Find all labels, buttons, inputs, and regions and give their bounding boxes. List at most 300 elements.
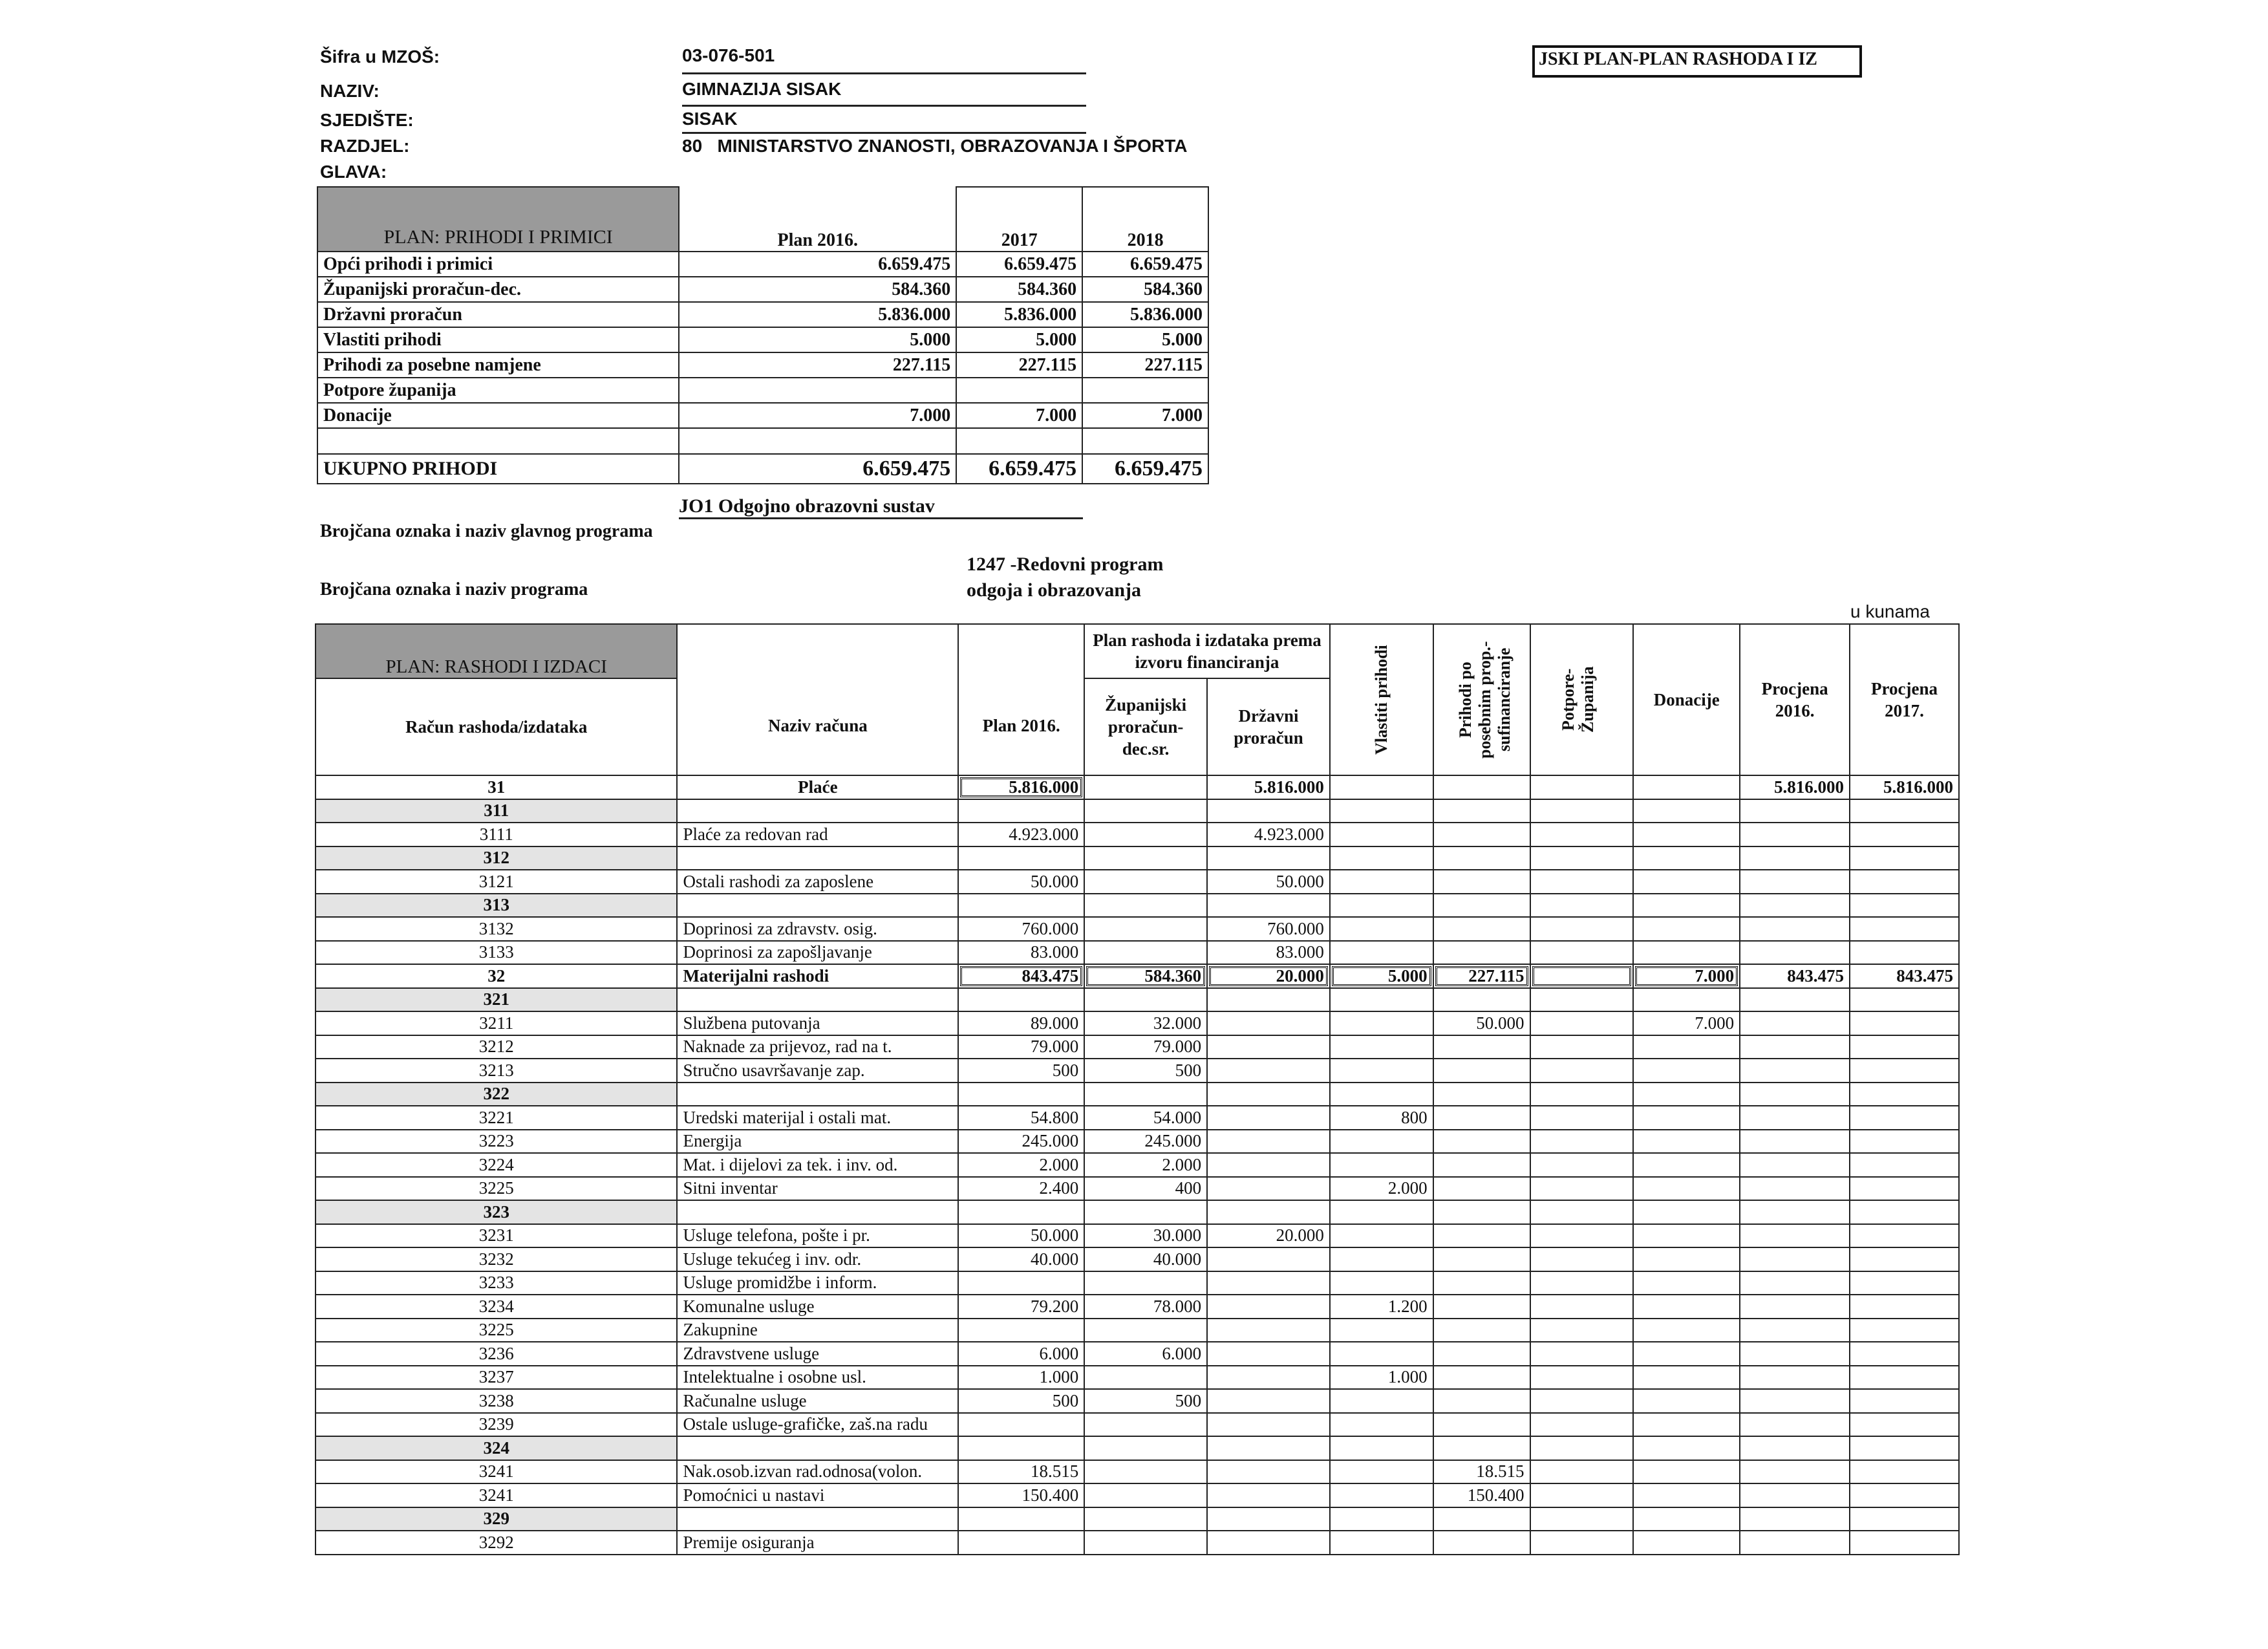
- drzavni-cell: [1207, 1059, 1330, 1083]
- zupanijski-cell: [1084, 846, 1207, 870]
- plan-cell: [958, 988, 1084, 1012]
- racun-cell: 3221: [316, 1106, 677, 1130]
- zupanijski-cell: [1084, 1083, 1207, 1106]
- rashodi-row: [316, 1224, 1959, 1248]
- naziv-cell: [677, 799, 958, 823]
- vlastiti-cell: [1330, 823, 1433, 846]
- rashodi-row: [316, 1389, 1959, 1413]
- naziv-cell: Ostale usluge-grafičke, zaš.na radu: [677, 1413, 958, 1437]
- donacije-cell: [1633, 1342, 1740, 1366]
- racun-cell: 3233: [316, 1271, 677, 1295]
- potpore-cell: [1530, 1083, 1634, 1106]
- plan-cell: 843.475: [958, 964, 1084, 988]
- donacije-cell: [1633, 1224, 1740, 1248]
- procjena2016-cell: [1740, 1483, 1850, 1507]
- rashodi-row: [316, 1366, 1959, 1390]
- potpore-cell: [1530, 775, 1634, 799]
- procjena2017-cell: [1850, 894, 1959, 918]
- naziv-cell: Premije osiguranja: [677, 1531, 958, 1555]
- naziv-cell: Plaće: [677, 775, 958, 799]
- naziv-cell: Naknade za prijevoz, rad na t.: [677, 1035, 958, 1059]
- glavni-program-label: Brojčana oznaka i naziv glavnog programa: [320, 521, 653, 541]
- vlastiti-cell: 1.200: [1330, 1295, 1433, 1319]
- procjena2017-cell: [1850, 1436, 1959, 1460]
- donacije-cell: [1633, 1130, 1740, 1154]
- donacije-cell: [1633, 799, 1740, 823]
- prihodi-row-value: 6.659.475: [956, 252, 1082, 277]
- drzavni-cell: [1207, 1153, 1330, 1177]
- vlastiti-cell: [1330, 775, 1433, 799]
- plan-cell: 2.400: [958, 1177, 1084, 1201]
- racun-cell: 3133: [316, 941, 677, 965]
- naziv-cell: Sitni inventar: [677, 1177, 958, 1201]
- sjediste-value: SISAK: [682, 109, 1086, 134]
- prihodi-total-value: 6.659.475: [956, 454, 1082, 484]
- zupanijski-cell: 400: [1084, 1177, 1207, 1201]
- prihodi-row: [317, 378, 1208, 403]
- prihodi-row-value: 7.000: [1082, 403, 1208, 428]
- potpore-cell: [1530, 1130, 1634, 1154]
- plan-cell: 50.000: [958, 870, 1084, 894]
- potpore-cell: [1530, 1200, 1634, 1224]
- vlastiti-cell: 2.000: [1330, 1177, 1433, 1201]
- racun-cell: 313: [316, 894, 677, 918]
- procjena2017-cell: [1850, 1342, 1959, 1366]
- rashodi-row: [316, 1507, 1959, 1531]
- plan-cell: [958, 1413, 1084, 1437]
- procjena2017-cell: [1850, 1224, 1959, 1248]
- drzavni-cell: 20.000: [1207, 964, 1330, 988]
- posebni-cell: [1433, 1200, 1530, 1224]
- naziv-cell: Nak.osob.izvan rad.odnosa(volon.: [677, 1460, 958, 1484]
- procjena2017-cell: [1850, 1413, 1959, 1437]
- zupanijski-cell: [1084, 941, 1207, 965]
- vlastiti-cell: [1330, 988, 1433, 1012]
- potpore-cell: [1530, 964, 1634, 988]
- unit-label: u kunama: [1850, 601, 1930, 621]
- prihodi-row-value: 584.360: [1082, 277, 1208, 302]
- plan-cell: 5.816.000: [958, 775, 1084, 799]
- donacije-cell: 7.000: [1633, 1011, 1740, 1035]
- razdjel-label: RAZDJEL:: [320, 136, 410, 156]
- drzavni-cell: [1207, 988, 1330, 1012]
- potpore-cell: [1530, 1224, 1634, 1248]
- prihodi-total-value: 6.659.475: [679, 454, 956, 484]
- procjena2017-cell: 843.475: [1850, 964, 1959, 988]
- donacije-cell: [1633, 1153, 1740, 1177]
- vlastiti-cell: [1330, 1247, 1433, 1271]
- vlastiti-cell: [1330, 1011, 1433, 1035]
- procjena2016-cell: [1740, 1413, 1850, 1437]
- zupanijski-cell: 54.000: [1084, 1106, 1207, 1130]
- naziv-cell: Energija: [677, 1130, 958, 1154]
- drzavni-cell: [1207, 1342, 1330, 1366]
- prihodi-total-label: UKUPNO PRIHODI: [317, 454, 679, 484]
- procjena2016-cell: [1740, 1295, 1850, 1319]
- potpore-cell: [1530, 1011, 1634, 1035]
- plan-cell: 89.000: [958, 1011, 1084, 1035]
- plan-cell: [958, 1436, 1084, 1460]
- donacije-cell: [1633, 1413, 1740, 1437]
- plan-cell: [958, 1507, 1084, 1531]
- procjena2016-cell: [1740, 1177, 1850, 1201]
- zupanijski-cell: 245.000: [1084, 1130, 1207, 1154]
- vlastiti-cell: 5.000: [1330, 964, 1433, 988]
- plan-cell: [958, 1271, 1084, 1295]
- posebni-cell: [1433, 1507, 1530, 1531]
- drzavni-cell: [1207, 1366, 1330, 1390]
- rashodi-row: [316, 1083, 1959, 1106]
- racun-cell: 3224: [316, 1153, 677, 1177]
- donacije-cell: [1633, 1035, 1740, 1059]
- procjena2017-cell: 5.816.000: [1850, 775, 1959, 799]
- plan-cell: [958, 894, 1084, 918]
- potpore-cell: [1530, 1460, 1634, 1484]
- zupanijski-cell: 30.000: [1084, 1224, 1207, 1248]
- zupanijski-cell: [1084, 1507, 1207, 1531]
- rashodi-row: [316, 1130, 1959, 1154]
- posebni-cell: [1433, 1153, 1530, 1177]
- procjena2016-cell: [1740, 1247, 1850, 1271]
- donacije-cell: [1633, 1177, 1740, 1201]
- drzavni-cell: [1207, 1319, 1330, 1342]
- donacije-cell: [1633, 1483, 1740, 1507]
- rashodi-row: [316, 894, 1959, 918]
- posebni-cell: [1433, 1130, 1530, 1154]
- procjena2016-cell: [1740, 1224, 1850, 1248]
- procjena2017-cell: [1850, 1366, 1959, 1390]
- naziv-cell: [677, 1200, 958, 1224]
- potpore-cell: [1530, 1271, 1634, 1295]
- procjena2016-cell: [1740, 1389, 1850, 1413]
- sifra-value: 03-076-501: [682, 45, 1086, 74]
- donacije-cell: [1633, 1319, 1740, 1342]
- drzavni-cell: [1207, 1106, 1330, 1130]
- posebni-cell: [1433, 1059, 1530, 1083]
- naziv-cell: Ostali rashodi za zaposlene: [677, 870, 958, 894]
- prihodi-row: [317, 277, 1208, 302]
- procjena2017-cell: [1850, 941, 1959, 965]
- prihodi-row-label: Vlastiti prihodi: [317, 327, 679, 352]
- prihodi-row-label: Potpore županija: [317, 378, 679, 403]
- rashodi-row: [316, 1200, 1959, 1224]
- racun-cell: 311: [316, 799, 677, 823]
- plan-cell: 760.000: [958, 917, 1084, 941]
- racun-cell: 3111: [316, 823, 677, 846]
- racun-cell: 3238: [316, 1389, 677, 1413]
- naziv-cell: Službena putovanja: [677, 1011, 958, 1035]
- donacije-cell: [1633, 1295, 1740, 1319]
- sjediste-label: SJEDIŠTE:: [320, 110, 414, 130]
- prihodi-col-plan: Plan 2016.: [679, 187, 956, 252]
- racun-cell: 3236: [316, 1342, 677, 1366]
- drzavni-cell: [1207, 846, 1330, 870]
- racun-cell: 32: [316, 964, 677, 988]
- potpore-cell: [1530, 1531, 1634, 1555]
- program-value-line2: odgoja i obrazovanja: [967, 579, 1141, 601]
- prihodi-row-value: 5.000: [1082, 327, 1208, 352]
- drzavni-cell: [1207, 1130, 1330, 1154]
- potpore-cell: [1530, 1507, 1634, 1531]
- prihodi-row-label: Donacije: [317, 403, 679, 428]
- racun-cell: 3241: [316, 1460, 677, 1484]
- prihodi-col-2017: 2017: [956, 187, 1082, 252]
- prihodi-col-2018: 2018: [1082, 187, 1208, 252]
- prihodi-row-value: [679, 378, 956, 403]
- plan-cell: 245.000: [958, 1130, 1084, 1154]
- donacije-cell: [1633, 1247, 1740, 1271]
- donacije-cell: [1633, 1059, 1740, 1083]
- posebni-cell: [1433, 1436, 1530, 1460]
- racun-cell: 3225: [316, 1177, 677, 1201]
- glavni-program-value: JO1 Odgojno obrazovni sustav: [679, 495, 1083, 519]
- vlastiti-cell: [1330, 1224, 1433, 1248]
- drzavni-cell: [1207, 1011, 1330, 1035]
- vlastiti-cell: [1330, 941, 1433, 965]
- drzavni-cell: [1207, 894, 1330, 918]
- donacije-cell: [1633, 941, 1740, 965]
- rashodi-row: [316, 1531, 1959, 1555]
- procjena2017-cell: [1850, 1106, 1959, 1130]
- naziv-cell: [677, 1436, 958, 1460]
- prihodi-title: PLAN: PRIHODI I PRIMICI: [317, 187, 679, 252]
- procjena2016-cell: [1740, 1319, 1850, 1342]
- potpore-cell: [1530, 1389, 1634, 1413]
- potpore-cell: [1530, 1413, 1634, 1437]
- posebni-cell: 150.400: [1433, 1483, 1530, 1507]
- racun-cell: 324: [316, 1436, 677, 1460]
- vlastiti-cell: [1330, 1200, 1433, 1224]
- potpore-cell: [1530, 1342, 1634, 1366]
- vlastiti-cell: [1330, 1483, 1433, 1507]
- procjena2017-cell: [1850, 1153, 1959, 1177]
- vlastiti-cell: [1330, 894, 1433, 918]
- procjena2016-cell: [1740, 1035, 1850, 1059]
- procjena2017-cell: [1850, 1531, 1959, 1555]
- racun-cell: 3231: [316, 1224, 677, 1248]
- naziv-cell: [677, 988, 958, 1012]
- naziv-cell: Uredski materijal i ostali mat.: [677, 1106, 958, 1130]
- vlastiti-cell: [1330, 1436, 1433, 1460]
- procjena2017-cell: [1850, 1507, 1959, 1531]
- zupanijski-cell: 79.000: [1084, 1035, 1207, 1059]
- rashodi-title: PLAN: RASHODI I IZDACI: [316, 624, 677, 678]
- potpore-cell: [1530, 1247, 1634, 1271]
- posebni-cell: [1433, 823, 1530, 846]
- posebni-cell: [1433, 1531, 1530, 1555]
- zupanijski-cell: [1084, 894, 1207, 918]
- donacije-cell: [1633, 894, 1740, 918]
- potpore-cell: [1530, 894, 1634, 918]
- prihodi-row-value: 5.000: [679, 327, 956, 352]
- prihodi-table: [317, 186, 1209, 484]
- rashodi-col-posebni: Prihodi po posebnim prop.-sufinanciranje: [1455, 641, 1514, 759]
- rashodi-row: [316, 870, 1959, 894]
- potpore-cell: [1530, 1319, 1634, 1342]
- racun-cell: 323: [316, 1200, 677, 1224]
- procjena2016-cell: [1740, 1200, 1850, 1224]
- glava-label: GLAVA:: [320, 162, 387, 182]
- naziv-cell: [677, 1507, 958, 1531]
- rashodi-col-proc2016: Procjena 2016.: [1740, 624, 1850, 775]
- prihodi-row-value: [1082, 378, 1208, 403]
- rashodi-row: [316, 1460, 1959, 1484]
- procjena2016-cell: [1740, 988, 1850, 1012]
- racun-cell: 322: [316, 1083, 677, 1106]
- rashodi-row: [316, 775, 1959, 799]
- rashodi-row: [316, 917, 1959, 941]
- potpore-cell: [1530, 1483, 1634, 1507]
- plan-cell: 79.000: [958, 1035, 1084, 1059]
- drzavni-cell: [1207, 1483, 1330, 1507]
- naziv-cell: Pomoćnici u nastavi: [677, 1483, 958, 1507]
- procjena2016-cell: 5.816.000: [1740, 775, 1850, 799]
- drzavni-cell: 760.000: [1207, 917, 1330, 941]
- donacije-cell: [1633, 1083, 1740, 1106]
- naziv-cell: Usluge telefona, pošte i pr.: [677, 1224, 958, 1248]
- procjena2016-cell: [1740, 1059, 1850, 1083]
- rashodi-row: [316, 941, 1959, 965]
- rashodi-col-donacije: Donacije: [1633, 624, 1740, 775]
- procjena2016-cell: [1740, 1366, 1850, 1390]
- drzavni-cell: [1207, 799, 1330, 823]
- zupanijski-cell: 2.000: [1084, 1153, 1207, 1177]
- vlastiti-cell: [1330, 1507, 1433, 1531]
- drzavni-cell: 5.816.000: [1207, 775, 1330, 799]
- zupanijski-cell: 500: [1084, 1059, 1207, 1083]
- posebni-cell: 227.115: [1433, 964, 1530, 988]
- plan-cell: 50.000: [958, 1224, 1084, 1248]
- rashodi-table: [315, 623, 1960, 1555]
- rashodi-row: [316, 988, 1959, 1012]
- zupanijski-cell: 6.000: [1084, 1342, 1207, 1366]
- racun-cell: 3132: [316, 917, 677, 941]
- prihodi-row-label: Opći prihodi i primici: [317, 252, 679, 277]
- rashodi-col-plan: Plan 2016.: [958, 624, 1084, 775]
- drzavni-cell: [1207, 1271, 1330, 1295]
- procjena2016-cell: [1740, 1153, 1850, 1177]
- plan-cell: 40.000: [958, 1247, 1084, 1271]
- naziv-cell: Zdravstvene usluge: [677, 1342, 958, 1366]
- plan-cell: 79.200: [958, 1295, 1084, 1319]
- potpore-cell: [1530, 1177, 1634, 1201]
- drzavni-cell: 50.000: [1207, 870, 1330, 894]
- rashodi-row: [316, 1271, 1959, 1295]
- posebni-cell: 18.515: [1433, 1460, 1530, 1484]
- prihodi-row-value: 584.360: [956, 277, 1082, 302]
- plan-cell: 83.000: [958, 941, 1084, 965]
- posebni-cell: [1433, 775, 1530, 799]
- posebni-cell: [1433, 846, 1530, 870]
- rashodi-row: [316, 1106, 1959, 1130]
- donacije-cell: [1633, 1436, 1740, 1460]
- zupanijski-cell: [1084, 1366, 1207, 1390]
- donacije-cell: [1633, 1200, 1740, 1224]
- zupanijski-cell: [1084, 1200, 1207, 1224]
- drzavni-cell: [1207, 1507, 1330, 1531]
- drzavni-cell: [1207, 1413, 1330, 1437]
- procjena2017-cell: [1850, 1035, 1959, 1059]
- prihodi-row-value: 7.000: [679, 403, 956, 428]
- posebni-cell: [1433, 1224, 1530, 1248]
- naziv-cell: [677, 1083, 958, 1106]
- donacije-cell: [1633, 1460, 1740, 1484]
- posebni-cell: [1433, 1271, 1530, 1295]
- prihodi-row-value: 227.115: [679, 352, 956, 378]
- prihodi-row-value: 227.115: [956, 352, 1082, 378]
- procjena2017-cell: [1850, 823, 1959, 846]
- posebni-cell: [1433, 1319, 1530, 1342]
- potpore-cell: [1530, 846, 1634, 870]
- racun-cell: 3213: [316, 1059, 677, 1083]
- rashodi-row: [316, 846, 1959, 870]
- potpore-cell: [1530, 941, 1634, 965]
- rashodi-row: [316, 1059, 1959, 1083]
- plan-cell: [958, 1531, 1084, 1555]
- plan-cell: 54.800: [958, 1106, 1084, 1130]
- donacije-cell: [1633, 1271, 1740, 1295]
- procjena2016-cell: [1740, 1271, 1850, 1295]
- naziv-cell: Zakupnine: [677, 1319, 958, 1342]
- sifra-label: Šifra u MZOŠ:: [320, 47, 440, 67]
- potpore-cell: [1530, 1436, 1634, 1460]
- rashodi-row: [316, 1177, 1959, 1201]
- procjena2017-cell: [1850, 988, 1959, 1012]
- racun-cell: 3211: [316, 1011, 677, 1035]
- prihodi-row-value: 5.836.000: [679, 302, 956, 327]
- racun-cell: 3223: [316, 1130, 677, 1154]
- racun-cell: 321: [316, 988, 677, 1012]
- vlastiti-cell: [1330, 1342, 1433, 1366]
- naziv-cell: [677, 846, 958, 870]
- zupanijski-cell: [1084, 1531, 1207, 1555]
- posebni-cell: [1433, 1342, 1530, 1366]
- procjena2016-cell: [1740, 917, 1850, 941]
- prihodi-row-value: 227.115: [1082, 352, 1208, 378]
- zupanijski-cell: [1084, 823, 1207, 846]
- donacije-cell: [1633, 823, 1740, 846]
- procjena2016-cell: [1740, 799, 1850, 823]
- plan-cell: 18.515: [958, 1460, 1084, 1484]
- drzavni-cell: [1207, 1531, 1330, 1555]
- rashodi-row: [316, 823, 1959, 846]
- procjena2017-cell: [1850, 1059, 1959, 1083]
- posebni-cell: [1433, 894, 1530, 918]
- procjena2017-cell: [1850, 1177, 1959, 1201]
- procjena2016-cell: 843.475: [1740, 964, 1850, 988]
- potpore-cell: [1530, 1153, 1634, 1177]
- zupanijski-cell: 584.360: [1084, 964, 1207, 988]
- procjena2016-cell: [1740, 1083, 1850, 1106]
- plan-cell: [958, 1200, 1084, 1224]
- donacije-cell: [1633, 917, 1740, 941]
- rashodi-col-vlastiti: Vlastiti prihodi: [1371, 645, 1391, 755]
- procjena2017-cell: [1850, 1483, 1959, 1507]
- posebni-cell: [1433, 1366, 1530, 1390]
- rashodi-col-group: Plan rashoda i izdataka prema izvoru financiranja: [1084, 624, 1330, 678]
- zupanijski-cell: [1084, 870, 1207, 894]
- naziv-cell: Plaće za redovan rad: [677, 823, 958, 846]
- rashodi-col-potpore: Potpore-Županija: [1559, 666, 1598, 733]
- zupanijski-cell: 40.000: [1084, 1247, 1207, 1271]
- posebni-cell: [1433, 1035, 1530, 1059]
- procjena2016-cell: [1740, 1342, 1850, 1366]
- zupanijski-cell: 78.000: [1084, 1295, 1207, 1319]
- rashodi-row: [316, 1436, 1959, 1460]
- vlastiti-cell: [1330, 846, 1433, 870]
- drzavni-cell: [1207, 1247, 1330, 1271]
- rashodi-row: [316, 1413, 1959, 1437]
